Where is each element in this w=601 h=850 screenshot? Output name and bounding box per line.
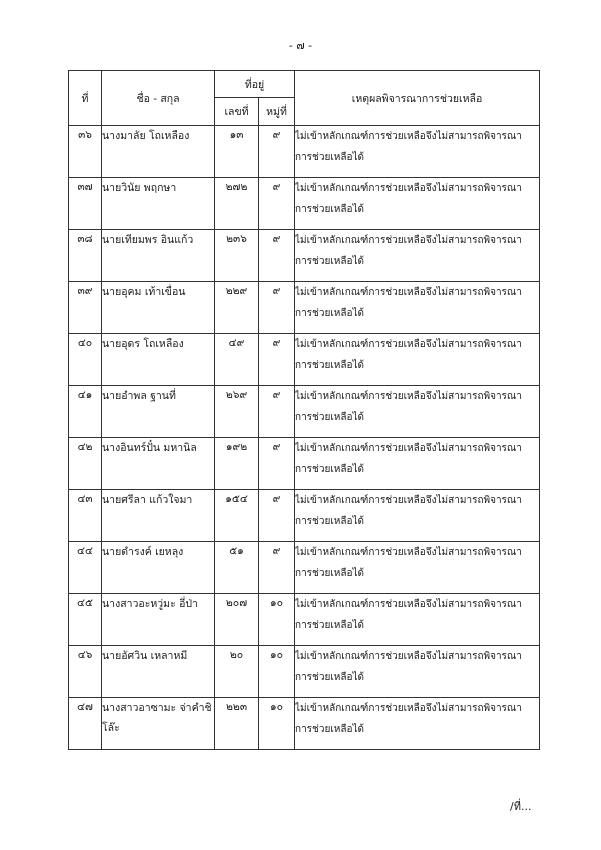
row-moo: ๙	[259, 178, 295, 230]
reason-line-1: ไม่เข้าหลักเกณฑ์การช่วยเหลือจึงไม่สามารถพิจารณา	[295, 443, 522, 454]
table-row	[69, 126, 540, 178]
header-reason: เหตุผลพิจารณาการช่วยเหลือ	[295, 71, 540, 126]
row-house-no: ๒๓๖	[215, 230, 259, 282]
table-row	[69, 698, 540, 750]
row-number: ๓๙	[69, 282, 102, 334]
header-no: ที่	[69, 71, 102, 126]
table-row	[69, 542, 540, 594]
row-name: นางอินทร์ปั๋น มหานิล	[102, 438, 215, 490]
table-row	[69, 646, 540, 698]
reason-line-1: ไม่เข้าหลักเกณฑ์การช่วยเหลือจึงไม่สามารถพิจารณา	[295, 703, 522, 714]
table-row	[69, 386, 540, 438]
next-page-marker: /ที่...	[510, 800, 532, 813]
row-name: นายอุคม เท้าเขื่อน	[102, 282, 215, 334]
row-moo: ๙	[259, 490, 295, 542]
reason-line-2: การช่วยเหลือได้	[295, 204, 364, 215]
row-house-no: ๒๒๙	[215, 282, 259, 334]
table-row	[69, 282, 540, 334]
table-row	[69, 438, 540, 490]
reason-line-2: การช่วยเหลือได้	[295, 256, 364, 267]
reason-line-1: ไม่เข้าหลักเกณฑ์การช่วยเหลือจึงไม่สามารถพิจารณา	[295, 495, 522, 506]
reason-line-1: ไม่เข้าหลักเกณฑ์การช่วยเหลือจึงไม่สามารถพิจารณา	[295, 651, 522, 662]
row-number: ๔๖	[69, 646, 102, 698]
reason-line-2: การช่วยเหลือได้	[295, 672, 364, 683]
row-number: ๓๘	[69, 230, 102, 282]
row-name: นางสาวอะหวู่มะ อี่ป่า	[102, 594, 215, 646]
row-house-no: ๑๙๒	[215, 438, 259, 490]
row-house-no: ๔๙	[215, 334, 259, 386]
row-moo: ๙	[259, 386, 295, 438]
reason-line-2: การช่วยเหลือได้	[295, 308, 364, 319]
row-number: ๔๒	[69, 438, 102, 490]
row-moo: ๑๐	[259, 594, 295, 646]
row-house-no: ๒๒๓	[215, 698, 259, 750]
row-name: นายอุดร โถเหลือง	[102, 334, 215, 386]
row-moo: ๙	[259, 438, 295, 490]
row-number: ๔๔	[69, 542, 102, 594]
row-moo: ๙	[259, 334, 295, 386]
row-number: ๔๐	[69, 334, 102, 386]
reason-line-1: ไม่เข้าหลักเกณฑ์การช่วยเหลือจึงไม่สามารถพิจารณา	[295, 547, 522, 558]
row-reason	[295, 594, 540, 646]
header-address: ที่อยู่	[215, 71, 295, 98]
reason-line-1: ไม่เข้าหลักเกณฑ์การช่วยเหลือจึงไม่สามารถพิจารณา	[295, 287, 522, 298]
row-reason	[295, 542, 540, 594]
reason-line-2: การช่วยเหลือได้	[295, 152, 364, 163]
row-name: นายศรีลา แก้วใจมา	[102, 490, 215, 542]
reason-line-2: การช่วยเหลือได้	[295, 516, 364, 527]
table-row	[69, 178, 540, 230]
header-name: ชื่อ - สกุล	[102, 71, 215, 126]
reason-line-2: การช่วยเหลือได้	[295, 620, 364, 631]
reason-line-2: การช่วยเหลือได้	[295, 412, 364, 423]
row-reason	[295, 126, 540, 178]
row-name: นางสาวอาซามะ จ่าคำชิโล๊ะ	[102, 698, 215, 750]
row-reason	[295, 490, 540, 542]
row-number: ๓๖	[69, 126, 102, 178]
row-name: นายอำพล ฐานที่	[102, 386, 215, 438]
row-reason	[295, 282, 540, 334]
page-number: - ๗ -	[288, 39, 313, 52]
row-name: นายเทียมพร อินแก้ว	[102, 230, 215, 282]
reason-line-1: ไม่เข้าหลักเกณฑ์การช่วยเหลือจึงไม่สามารถพิจารณา	[295, 235, 522, 246]
row-moo: ๙	[259, 542, 295, 594]
table-row	[69, 334, 540, 386]
row-name: นายอัศวิน เหลาหมี	[102, 646, 215, 698]
row-reason	[295, 646, 540, 698]
row-reason	[295, 386, 540, 438]
row-moo: ๙	[259, 126, 295, 178]
row-number: ๔๗	[69, 698, 102, 750]
row-moo: ๑๐	[259, 646, 295, 698]
row-name: นางมาลัย โถเหลือง	[102, 126, 215, 178]
row-reason	[295, 230, 540, 282]
row-number: ๔๑	[69, 386, 102, 438]
row-name: นายดำรงค์ เยหลุง	[102, 542, 215, 594]
row-number: ๓๗	[69, 178, 102, 230]
table-row	[69, 594, 540, 646]
row-reason	[295, 178, 540, 230]
reason-line-1: ไม่เข้าหลักเกณฑ์การช่วยเหลือจึงไม่สามารถพิจารณา	[295, 391, 522, 402]
row-name: นายวินัย พฤกษา	[102, 178, 215, 230]
reason-line-1: ไม่เข้าหลักเกณฑ์การช่วยเหลือจึงไม่สามารถพิจารณา	[295, 599, 522, 610]
row-number: ๔๕	[69, 594, 102, 646]
row-reason	[295, 438, 540, 490]
assistance-table	[68, 70, 540, 750]
row-house-no: ๑๕๔	[215, 490, 259, 542]
reason-line-2: การช่วยเหลือได้	[295, 724, 364, 735]
row-moo: ๑๐	[259, 698, 295, 750]
reason-line-2: การช่วยเหลือได้	[295, 360, 364, 371]
row-house-no: ๒๖๙	[215, 386, 259, 438]
reason-line-1: ไม่เข้าหลักเกณฑ์การช่วยเหลือจึงไม่สามารถพิจารณา	[295, 183, 522, 194]
table-row	[69, 490, 540, 542]
reason-line-2: การช่วยเหลือได้	[295, 464, 364, 475]
row-house-no: ๕๑	[215, 542, 259, 594]
header-moo: หมู่ที่	[259, 98, 295, 126]
row-number: ๔๓	[69, 490, 102, 542]
row-house-no: ๒๐๗	[215, 594, 259, 646]
row-house-no: ๑๓	[215, 126, 259, 178]
header-house-no: เลขที่	[215, 98, 259, 126]
row-house-no: ๒๗๒	[215, 178, 259, 230]
row-reason	[295, 334, 540, 386]
reason-line-1: ไม่เข้าหลักเกณฑ์การช่วยเหลือจึงไม่สามารถพิจารณา	[295, 131, 522, 142]
row-house-no: ๒๐	[215, 646, 259, 698]
row-moo: ๙	[259, 282, 295, 334]
table-row	[69, 230, 540, 282]
row-reason	[295, 698, 540, 750]
row-moo: ๙	[259, 230, 295, 282]
reason-line-1: ไม่เข้าหลักเกณฑ์การช่วยเหลือจึงไม่สามารถพิจารณา	[295, 339, 522, 350]
reason-line-2: การช่วยเหลือได้	[295, 568, 364, 579]
